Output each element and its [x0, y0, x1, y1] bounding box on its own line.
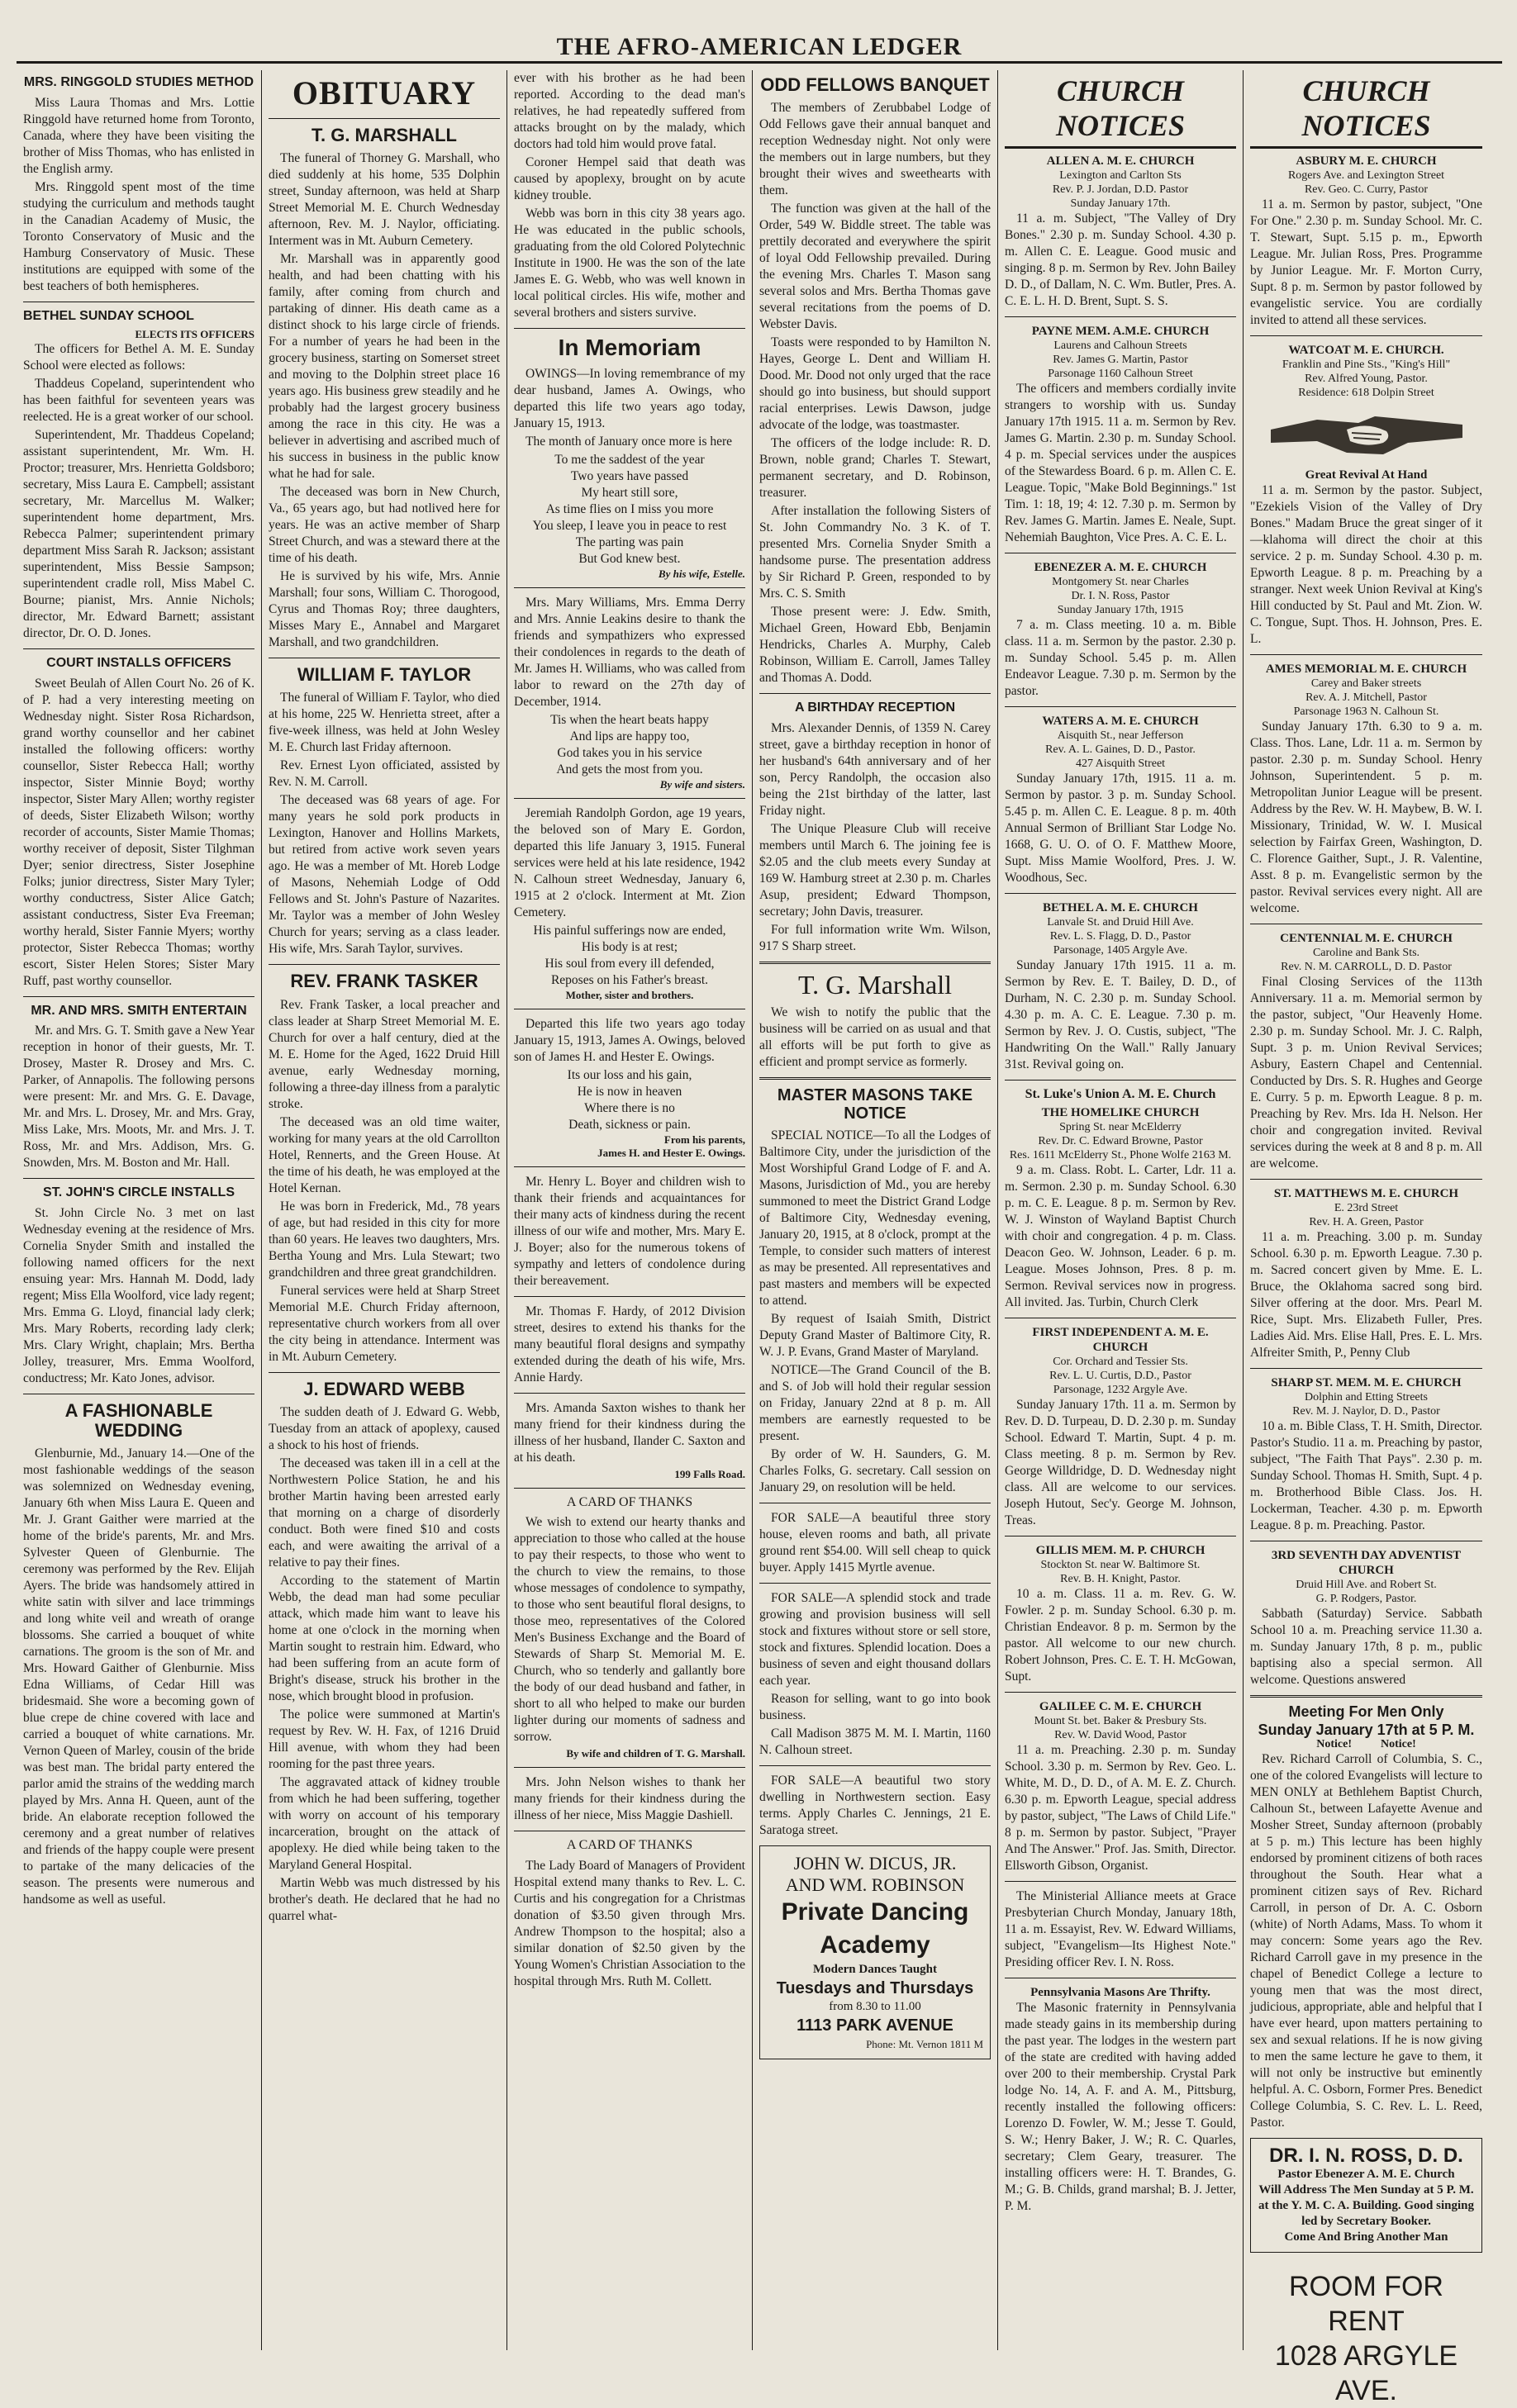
- church-title: THE HOMELIKE CHURCH: [1041, 1106, 1200, 1119]
- column-3: [507, 70, 753, 2350]
- headline-tasker: REV. FRANK TASKER: [290, 971, 478, 992]
- ad-line: Phone: Mt. Vernon 1811 M: [866, 2037, 983, 2050]
- church-title: Pennsylvania Masons Are Thrifty.: [1030, 1986, 1210, 1999]
- church-line: Rev. Alfred Young, Pastor.: [1305, 373, 1428, 385]
- ad-line: Tuesdays and Thursdays: [776, 1978, 974, 1997]
- poem-line: Where there is no: [584, 1100, 675, 1115]
- church-title: GILLIS MEM. M. P. CHURCH: [1035, 1544, 1206, 1557]
- divider: [759, 962, 991, 964]
- church-line: Parsonage 1963 N. Calhoun St.: [1293, 705, 1439, 718]
- divider: [269, 1372, 500, 1373]
- ad-line: JOHN W. DICUS, JR.: [793, 1852, 957, 1874]
- signature: 199 Falls Road.: [674, 1467, 745, 1480]
- church-line: Rev. B. H. Knight, Pastor.: [1060, 1573, 1181, 1585]
- church-title: AMES MEMORIAL M. E. CHURCH: [1265, 663, 1467, 676]
- church-line: Parsonage 1160 Calhoun Street: [1048, 368, 1193, 380]
- paragraph: Mr. Marshall was in apparently good health, and had been chatting with his family, after coming from church and partaking of dinner. His death came as a distinct shock to his large circle of friends. For a number of years he had been in the grocery business, starting on Somerset street and moving to the Dolphin street place 16 years ago. His business grew steadily and he probably had the largest grocery business among the race in this city. He was a believer in advertising and ascribed much of his success in business in the public know what he had for sale.: [269, 252, 500, 482]
- headline-card-of-thanks: A CARD OF THANKS: [566, 1494, 693, 1509]
- paragraph: Mrs. Amanda Saxton wishes to thank her many friend for their kindness during the illness of her husband, Ilander C. Saxton and at his death.: [514, 1400, 745, 1465]
- church-line: Stockton St. near W. Baltimore St.: [1040, 1559, 1201, 1571]
- divider: [1250, 1695, 1482, 1698]
- headline-taylor: WILLIAM F. TAYLOR: [297, 664, 472, 686]
- divider: [1005, 706, 1236, 707]
- paragraph: The deceased was born in New Church, Va., 65 years ago, but had notlived here for years. He was an active member of Sharp Street Church, and was a steward there at the time of his death.: [269, 485, 500, 566]
- church-line: Caroline and Bank Sts.: [1312, 947, 1420, 959]
- church-body: Final Closing Services of the 113th Anniversary. 11 a. m. Memorial sermon by the pastor, subject, "Our Heavenly Home. 2.30 p. m. Sunday School. Mr. J. C. Ralph, Supt. 3 p. m. Union Revival Services; Asbury, Eastern Chapel and Centennial. Conducted by Drs. S. R. Hughes and George E. Curry. 5 p. m. Epworth League. 8 p. m. Preaching by Rev. Mrs. Ida H. Nelson. Her choir and congregation invited. Revival services during the week at 8 and 8 p. m. All are welcome.: [1250, 975, 1482, 1171]
- church-line: Carey and Baker streets: [1310, 677, 1422, 690]
- ad-line: Private Dancing Academy: [781, 1897, 969, 1959]
- paragraph: Toasts were responded to by Hamilton N. Hayes, George L. Dent and William H. Dood. Mr. Dood not only urged that the race should go into business, but should support racial enterprises. Lewis Dawson, judge advocate of the lodge, was toastmaster.: [759, 335, 991, 433]
- ad-line: AND WM. ROBINSON: [785, 1874, 965, 1895]
- church-line: Montgomery St. near Charles: [1052, 576, 1189, 588]
- church-line: Rev. L. S. Flagg, D. D., Pastor: [1049, 930, 1191, 943]
- room-for-rent-ad: [1250, 2269, 1482, 2408]
- divider: [514, 1393, 745, 1394]
- divider: [269, 118, 500, 119]
- church-body: 7 a. m. Class meeting. 10 a. m. Bible class. 11 a. m. Sermon by the pastor. 2.30 p. m. Sunday School. 5.45 p. m. Allen Endeavor League. 7.30 p. m. Sermon by the pastor.: [1005, 618, 1236, 698]
- church-title: SHARP ST. MEM. M. E. CHURCH: [1271, 1376, 1462, 1389]
- poem-line: Its our loss and his gain,: [567, 1067, 692, 1082]
- headline-tg-marshall-notice: T. G. Marshall: [797, 969, 953, 1000]
- headline-ringgold: MRS. RINGGOLD STUDIES METHOD: [23, 75, 254, 89]
- paragraph: Webb was born in this city 38 years ago. He was educated in the public schools, graduating from the old Colored Polytechnic Institute in 1900. He was the son of the late James E. G. Webb, who was well known in local political circles. His wife, mother and several brothers and sisters survive.: [514, 207, 745, 320]
- divider: [514, 587, 745, 588]
- signature: James H. and Hester E. Owings.: [597, 1146, 745, 1159]
- church-line: Rev. L. U. Curtis, D.D., Pastor: [1049, 1370, 1191, 1382]
- church-line: Dr. I. N. Ross, Pastor: [1071, 590, 1170, 602]
- church-line: Notice! Notice!: [1316, 1738, 1416, 1750]
- paragraph: Those present were: J. Edw. Smith, Michael Green, Howard Ebb, Benjamin Hendricks, Charles A. Murphy, Caleb Robinson, William E. Carroll, James Talley and Thomas A. Dodd.: [759, 605, 991, 686]
- poem: [514, 712, 745, 778]
- paragraph: Mrs. Mary Williams, Mrs. Emma Derry and Mrs. Annie Leakins desire to thank the friends and sympathizers who expressed their condolences in regards to the death of Mr. James H. Williams, who was called from labor to reward on the 27th day of December, 1914.: [514, 595, 745, 709]
- headline-odd-fellows: ODD FELLOWS BANQUET: [760, 74, 990, 95]
- divider: [759, 1583, 991, 1584]
- ad-line: Pastor Ebenezer A. M. E. Church: [1277, 2168, 1455, 2181]
- paragraph: The funeral of William F. Taylor, who died at his home, 225 W. Henrietta street, after a five-week illness, was held at John Wesley M. E. Church last Friday afternoon.: [269, 691, 500, 755]
- column-2: [262, 70, 507, 2350]
- divider: [514, 1488, 745, 1489]
- church-line: Franklin and Pine Sts., "King's Hill": [1282, 359, 1451, 371]
- paragraph: ever with his brother as he had been reported. According to the dead man's relatives, he had repeatedly suffered from attacks brought on by the malady, which doctors had told him would prove fatal.: [514, 71, 745, 151]
- church-body: The officers and members cordially invite strangers to worship with us. Sunday January 17th 1915. 11 a. m. Sermon by Rev. James G. Martin. 2.30 p. m. Sunday School. 4 p. m. Special services under the auspices of the Stewardess Board. 6 p. m. Allen C. E. League. Topic, "Make Bold Beginnings." 1st Tim. 1: 18, 19; 4: 12. 7.30 p. m. Sermon by Rev. James G. Martin. James E. Neale, Supt. Nehemiah Baughton, Vice Pres. A. C. E. L.: [1005, 382, 1236, 544]
- divider: [1005, 316, 1236, 317]
- ad-line: ROOM FOR RENT: [1289, 2271, 1443, 2337]
- church-title: EBENEZER A. M. E. CHURCH: [1034, 561, 1207, 574]
- church-line: Spring St. near McElderry: [1059, 1121, 1182, 1133]
- classified-ad: FOR SALE—A beautiful three story house, eleven rooms and bath, all private ground rent $54.00. Will sell cheap to quick buyer. Apply 1415 Myrtle avenue.: [759, 1510, 991, 1574]
- divider: [1250, 335, 1482, 336]
- paragraph: He is survived by his wife, Mrs. Annie Marshall; four sons, William C. Thorogood, Cyrus and Thomas Roy; three daughters, Misses Mary E., Annabel and Margaret Marshall, and two grandchildren.: [269, 569, 500, 650]
- church-title: BETHEL A. M. E. CHURCH: [1043, 901, 1198, 914]
- paragraph: St. John Circle No. 3 met on last Wednesday evening at the residence of Mrs. Cornelia Snyder Smith and installed the following named officers for the next ensuing year: Mrs. Hannah M. Dodd, lady regent; Miss Ella Woolford, vice lady regent; Mrs. Emma G. Lloyd, financial lady clerk; Mrs. Mary Roberts, recording lady clerk; Mrs. Clary Wright, chaplain; Mrs. Bertha Jolley, treasurer, Mrs. Emma Woolford, conductress; Mr. Kato Jones, advisor.: [23, 1205, 254, 1385]
- paragraph: Martin Webb was much distressed by his brother's death. He declared that he had no quarrel what-: [269, 1875, 500, 1923]
- paragraph: He was born in Frederick, Md., 78 years of age, but had resided in this city for more than 60 years. He leaves two daughters, Mrs. Bertha Young and Mrs. Lula Stewart; two grandchildren and three great grandchildren.: [269, 1199, 500, 1280]
- paragraph: Mrs. John Nelson wishes to thank her many friends for their kindness during the illness of her niece, Miss Maggie Dashiell.: [514, 1775, 745, 1823]
- poem-line: God takes you in his service: [557, 745, 702, 760]
- divider: [269, 964, 500, 965]
- church-line: Cor. Orchard and Tessier Sts.: [1053, 1356, 1188, 1368]
- poem-line: And gets the most from you.: [556, 762, 703, 777]
- church-line: Parsonage, 1405 Argyle Ave.: [1053, 944, 1188, 957]
- church-line: Rogers Ave. and Lexington Street: [1287, 169, 1445, 182]
- poem-line: His body is at rest;: [581, 939, 678, 954]
- headline-obituary: OBITUARY: [292, 74, 477, 112]
- church-body: 11 a. m. Subject, "The Valley of Dry Bones." 2.30 p. m. Sunday School. 4.30 p. m. Allen C. E. League. Good music and singing. 8 p. m. Sermon by Rev. John Bailey D. D., of Dallam, N. C. Wm. Butler, Pres. A. C. E. L. H. D. Brent, Supt. S. S.: [1005, 211, 1236, 308]
- church-title: St. Luke's Union A. M. E. Church: [1025, 1087, 1216, 1101]
- divider: [759, 1765, 991, 1766]
- headline-st-johns: ST. JOHN'S CIRCLE INSTALLS: [43, 1185, 235, 1200]
- church-title: Meeting For Men Only: [1288, 1703, 1444, 1720]
- poem-line: His soul from every ill defended,: [545, 956, 715, 971]
- ad-line: 1113 PARK AVENUE: [797, 2016, 953, 2035]
- church-line: Mount St. bet. Baker & Presbury Sts.: [1034, 1715, 1207, 1727]
- divider: [1005, 1881, 1236, 1882]
- paragraph: The aggravated attack of kidney trouble from which he had been suffering, together with worry on account of his temporary incarceration, brought on the attack of apoplexy. He died while being taken to the Maryland General Hospital.: [269, 1774, 500, 1872]
- church-title: Great Revival At Hand: [1305, 468, 1428, 482]
- divider: [514, 1296, 745, 1297]
- church-line: Sunday January 17th.: [1070, 197, 1171, 210]
- church-body: Sunday January 17th. 6.30 to 9 a. m. Class. Thos. Lane, Ldr. 11 a. m. Sermon by pastor. 2.30 p. m. Sunday School. Henry Johnson, Superintendent. 5 p. m. Metropolitan Junior League will be present. Address by the Rev. W. H. Maybew, B. W. I. Missionary, Trinidad, W. W. I. Musical selection by Fairfax Green, Washington, D. C. Florence Gaither, Supt., J. R. Valentine, Asst. 8 p. m. Evangelistic sermon by the pastor. Revival services every night. All are welcome.: [1250, 720, 1482, 915]
- church-line: Aisquith St., near Jefferson: [1057, 729, 1184, 742]
- paragraph: The deceased was an old time waiter, working for many years at the old Carrollton Hotel, Rennerts, and the Green House. At the time of his death, he was employed at the Hotel Kernan.: [269, 1114, 500, 1195]
- classified-ad: FOR SALE—A splendid stock and trade growing and provision business will sell stock and fixtures without store or sell store, stock and fixtures. Splendid location. Does a business of seven and eight thousand dollars each year.: [759, 1590, 991, 1688]
- headline-birthday: A BIRTHDAY RECEPTION: [794, 701, 956, 715]
- poem-line: Tis when the heart beats happy: [550, 712, 709, 727]
- church-line: Rev. W. David Wood, Pastor: [1054, 1729, 1186, 1741]
- paragraph: We wish to notify the public that the business will be carried on as usual and that all efforts will be put forth to give as efficient and prompt service as formerly.: [759, 1005, 991, 1069]
- church-line: Lanvale St. and Druid Hill Ave.: [1047, 916, 1194, 929]
- signature: By wife and children of T. G. Marshall.: [566, 1747, 745, 1760]
- church-line: Rev. A. J. Mitchell, Pastor: [1305, 691, 1427, 704]
- church-body: 11 a. m. Sermon by pastor, subject, "One For One." 2.30 p. m. Sunday School. Mr. C. T. Stewart, Supt. 5.15 p. m., Epworth League. Mr. Julian Ross, Pres. Programme by Junior League. Mr. F. Morton Curry, Supt. 8 p. m. Sermon by pastor followed by evangelistic service. You are cordially invited to attend all these services.: [1250, 197, 1482, 327]
- paragraph: The function was given at the hall of the Order, 549 W. Biddle street. The table was prettily decorated and everywhere the spirit of loyal Odd Fellowship prevailed. During the evening Mrs. Charles T. Mason sang several solos and Mrs. Bertha Thomas gave several recitations from the poems of D. Webster Davis.: [759, 202, 991, 332]
- church-body: Sunday January 17th, 1915. 11 a. m. Sermon by pastor. 3 p. m. Sunday School. 5.45 p. m. Allen C. E. League. 8 p. m. 40th Annual Sermon of Brilliant Star Lodge No. 1668, G. U. O. of O. F. Matthew Moore, Supt. Miss Mamie Woolford, Pres. J. W. Woodhous, Sec.: [1005, 772, 1236, 885]
- column-1: [17, 70, 262, 2350]
- church-line: Rev. Geo. C. Curry, Pastor: [1304, 183, 1429, 196]
- poem-line: You sleep, I leave you in peace to rest: [532, 518, 727, 533]
- church-body: The Masonic fraternity in Pennsylvania made steady gains in its membership during the past year. The lodges in the western part of the state are credited with having added over 200 to their membership. Crystal Park lodge No. 14, A. F. and A. M., Pittsburg, recently installed the following officers: Lorenzo D. Fowler, W. M.; Jesse T. Gould, S. W.; Henry Baker, J. W.; R. C. Quarles, secretary; Clem Geary, treasurer. The installing officers were: H. T. Brandes, G. M.; G. B. Childs, grand marshal; B. J. Jetter, P. M.: [1005, 2001, 1236, 2213]
- signature: By his wife, Estelle.: [658, 567, 745, 580]
- church-body: 11 a. m. Preaching. 2.30 p. m. Sunday School. 3.30 p. m. Sermon by Rev. Geo. L. White, M. D., D. D., of A. M. E. Z. Church. 6.30 p. m. Epworth League, special address by pastor, subject, "The Laws of Child Life." 8 p. m. Sermon by pastor. Subject, "Prayer And The Answer." Prof. Jas. Smith, Director. Ellsworth Gibson, Organist.: [1005, 1743, 1236, 1873]
- divider: [514, 328, 745, 329]
- classified-ad: FOR SALE—A beautiful two story dwelling in Northwestern section. Easy terms. Apply Charles C. Jennings, 21 E. Saratoga street.: [759, 1773, 991, 1837]
- church-title: WATCOAT M. E. CHURCH.: [1288, 344, 1444, 357]
- church-title: FIRST INDEPENDENT A. M. E. CHURCH: [1032, 1326, 1209, 1354]
- paragraph: Departed this life two years ago today January 15, 1913, James A. Owings, beloved son of James H. and Hester E. Owings.: [514, 1016, 745, 1064]
- signature: From his parents,: [663, 1133, 745, 1146]
- ad-line: Will Address The Men Sunday at 5 P. M. at the Y. M. C. A. Building. Good singing led by Secretary Booker.: [1258, 2183, 1475, 2228]
- church-title: 3RD SEVENTH DAY ADVENTIST CHURCH: [1271, 1549, 1462, 1577]
- church-body: Sabbath (Saturday) Service. Sabbath School 10 a. m. Preaching service 11.30 a. m. Sunday January 17th, 8 p. m., public baptising also a special sermon. All welcome. Questions answered: [1250, 1607, 1482, 1687]
- divider: [1005, 893, 1236, 894]
- church-line: Dolphin and Etting Streets: [1305, 1391, 1428, 1403]
- divider: [759, 1077, 991, 1080]
- paragraph: The deceased was taken ill in a cell at the Northwestern Police Station, he and his brother Martin having been arrested early that morning on a charge of disorderly conduct. Both were fined $10 and costs each, and were awaiting the arrival of a relative to pay their fines.: [269, 1456, 500, 1570]
- paragraph: Sweet Beulah of Allen Court No. 26 of K. of P. had a very interesting meeting on Wednesday night. Sister Rosa Richardson, grand worthy counsellor and her cabinet installed the following officers: worthy counsellor, Sister Rebecca Hall; worthy inspector, Sister Minnie Boyd; worthy inspector, Sister Mary Allen; worthy register of deeds, Sister Elizabeth Wilson; worthy recorder of accounts, Sister Mamie Thomas; worthy receiver of deposit, Sister Tilghman Dyer; senior directress, Sister Josephine Folks; junior directress, Sister Mary Tyler; worthy conductress, Sister Alice Gatch; assistant conductress, Sister Eva Freeman; worthy herald, Sister Fannie Myers; worthy protector, Sister Rebecca Thomas; worthy escort, Sister Helen Stores; Sister Mary Ruff, past worthy counsellor.: [23, 676, 254, 988]
- church-line: Rev. Dr. C. Edward Browne, Pastor: [1038, 1135, 1203, 1147]
- divider: [514, 1166, 745, 1167]
- church-line: Rev. P. J. Jordan, D.D. Pastor: [1052, 183, 1189, 196]
- paragraph: Funeral services were held at Sharp Street Memorial M.E. Church Friday afternoon, representative church workers from all over the city being in attendance. Interment was in Mt. Auburn Cemetery.: [269, 1283, 500, 1364]
- paragraph: Miss Laura Thomas and Mrs. Lottie Ringgold have returned home from Toronto, Canada, where they have been visiting the brother of Miss Thomas, who has enlisted in the English army.: [23, 95, 254, 176]
- church-notices-header: CHURCH NOTICES: [1250, 74, 1482, 149]
- headline-bethel: BETHEL SUNDAY SCHOOL: [23, 308, 194, 323]
- ad-line: 1028 ARGYLE AVE.: [1274, 2340, 1458, 2406]
- poem-line: But God knew best.: [578, 551, 681, 566]
- church-line: G. P. Rodgers, Pastor.: [1315, 1593, 1417, 1605]
- paragraph: Glenburnie, Md., January 14.—One of the most fashionable weddings of the season was solemnized on Wednesday evening, January 6th when Miss Laura E. Queen and Mr. J. Grant Gaither were married at the home of the bride's parents, Mr. and Mrs. Sylvester Queen of Glenburnie. The ceremony was performed by the Rev. Elijah Ayers. The bride was handsomely attired in white satin with silver and lace trimmings and long white veil and wreath of orange blossoms. She carried a bouquet of white carnations. The groom is the son of Mr. and Mrs. Howard Gaither of Glenburnie. Miss Edna Williams, of Cedar Hill was bridesmaid. She wore a becoming gown of blue crepe de chine covered with lace and carried a bouquet of white carnations. Mr. Vernon Queen of Marley, cousin of the bride was best man. The bridal party entered the parlor amid the strains of the wedding march played by Mrs. Anna H. Queen, aunt of the bride. An elaborate reception followed the ceremony and a great number of relatives and friends of the happy couple were present to partake of the many delicacies of the season. The presents were numerous and handsome as well as useful.: [23, 1446, 254, 1907]
- paragraph: The month of January once more is here: [525, 434, 733, 449]
- paragraph: Superintendent, Mr. Thaddeus Copeland; assistant superintendent, Mr. Wm. H. Proctor; treasurer, Mrs. Henrietta Goldsboro; secretary, Miss Laura E. Campbell; assistant secretary, Mr. Marcellus M. Walker; superintendent home department, Mrs. Rebecca Palmer; superintendent primary department Miss Sarah R. Jackson; assistant superintendent, Miss Bessie Sampson; superintendent cradle roll, Miss Mabel C. Bourne; pianist, Mrs. Annie Nichols; director, Mr. Edward Barnett; assistant director, Dr. O. D. Jones.: [23, 428, 254, 641]
- paragraph: We wish to extend our hearty thanks and appreciation to those who called at the house to pay their respects, to those who went to the church to view the remains, to those whose messages of condolence to sympathy, to those who sent beautiful floral designs, to those meo, representatives of the Colored Men's Business Exchange and the Board of Stewards of Sharp St. Memorial M. E. Church, who so tenderly and gallantly bore the body of our dead husband and father, in short to all who helped to make our burden lighter during our moments of sadness and sorrow.: [514, 1515, 745, 1745]
- column-5: [998, 70, 1244, 2350]
- headline-master-masons: MASTER MASONS TAKE NOTICE: [777, 1085, 973, 1123]
- divider: [1005, 1080, 1236, 1081]
- headline-card-of-thanks: A CARD OF THANKS: [566, 1838, 693, 1853]
- handshake-icon: [1267, 405, 1466, 463]
- paragraph: After installation the following Sisters of St. John Commandry No. 3 K. of T. presented Mrs. Cornelia Snyder Smith a handsome purse. The presentation address by Sir Richard P. Green, responded to by Mrs. C. S. Smith: [759, 504, 991, 601]
- headline-smith: MR. AND MRS. SMITH ENTERTAIN: [31, 1003, 247, 1018]
- divider: [1005, 1692, 1236, 1693]
- poem-line: The parting was pain: [575, 534, 684, 549]
- divider: [759, 693, 991, 694]
- headline-webb: J. EDWARD WEBB: [303, 1378, 465, 1399]
- paragraph: Jeremiah Randolph Gordon, age 19 years, the beloved son of Mary E. Gordon, departed this life January 3, 1915. Funeral services were held at his late residence, 1942 N. Calhoun street Wednesday, January 6, 1915 at 2 o'clock. Interment at Mt. Zion Cemetery.: [514, 805, 745, 919]
- columns: [17, 70, 1502, 2406]
- church-notices-header: CHURCH NOTICES: [1005, 74, 1236, 149]
- divider: [23, 996, 254, 997]
- column-4: [753, 70, 998, 2350]
- paragraph: Mrs. Alexander Dennis, of 1359 N. Carey street, gave a birthday reception in honor of her husband's 64th anniversary and of her son, Percy Randolph, the occasion also being the 21st birthday of the latter, last Friday night.: [759, 720, 991, 818]
- church-line: Residence: 618 Dolpin Street: [1298, 387, 1434, 399]
- church-body: 11 a. m. Sermon by the pastor. Subject, "Ezekiels Vision of the Valley of Dry Bones." Madam Bruce the great singer of it—klahoma will direct the choir at this service. 2 p. m. Sunday School. 4.30 p. m. Epworth League. 8 p. m. Preaching by a stranger. Next week Union Revival at King's Hill conducted by St. Paul and Mt. Zion. W. C. Tongue, Supt. Thos. H. Johnson, Pres. E. L.: [1250, 483, 1482, 646]
- church-line: E. 23rd Street: [1334, 1202, 1399, 1214]
- church-title: ALLEN A. M. E. CHURCH: [1046, 154, 1195, 168]
- paragraph: Mr. Thomas F. Hardy, of 2012 Division street, desires to extend his thanks for the many beautiful floral designs and sympathy extended during the death of his wife, Mrs. Annie Hardy.: [514, 1304, 745, 1384]
- paragraph: Rev. Frank Tasker, a local preacher and class leader at Sharp Street Memorial M. E. Church for over a half century, died at the M. E. Home for the Aged, 1622 Druid Hill avenue, early Wednesday morning, following a three-day illness from a paralytic stroke.: [269, 997, 500, 1111]
- paragraph: The members of Zerubbabel Lodge of Odd Fellows gave their annual banquet and reception Wednesday night. Not only were the members out in large numbers, but they brought their wives and sweethearts with them.: [759, 101, 991, 198]
- poem-line: Two years have passed: [570, 468, 689, 483]
- signature: Mother, sister and brothers.: [565, 988, 694, 1001]
- paragraph: Mr. Henry L. Boyer and children wish to thank their friends and acquaintances for their many acts of kindness during the recent illness of our wife and mother, Mrs. Mary E. J. Boyer; also for the numerous tokens of sympathy and letters of condolence during their bereavement.: [514, 1174, 745, 1288]
- church-body: 11 a. m. Preaching. 3.00 p. m. Sunday School. 6.30 p. m. Epworth League. 7.30 p. m. Sacred concert given by Mme. E. L. Bruce, the Oklahoma sacred song bird. Silver offering at the door. Mrs. Pearl M. Rice, Supt. Mrs. Elizabeth Fuller, Pres. Ladies Aid. Mrs. Elise Hall, Pres. E. L. Mrs. Alfreiter Smith, P., Penny Club: [1250, 1230, 1482, 1360]
- paragraph: For full information write Wm. Wilson, 917 S Sharp street.: [759, 922, 991, 953]
- paragraph: Thaddeus Copeland, superintendent who has been faithful for seventeen years was reelected. He is a great worker of our school.: [23, 377, 254, 425]
- ross-ad: [1250, 2138, 1482, 2253]
- headline-marshall: T. G. MARSHALL: [311, 125, 457, 145]
- paragraph: By request of Isaiah Smith, District Deputy Grand Master of Baltimore City, R. W. J. P. Evans, Grand Master of Maryland.: [759, 1311, 991, 1359]
- poem: [514, 452, 745, 568]
- headline-wedding: A FASHIONABLE WEDDING: [64, 1399, 213, 1441]
- divider: [23, 1178, 254, 1179]
- church-body: 10 a. m. Bible Class, T. H. Smith, Director. Pastor's Studio. 11 a. m. Preaching by pastor, subject, "The Faith That Pays". 2.30 p. m. Sunday School. Thomas H. Smith, Supt. 4 p. m. Brotherhood Bible Class. Jos. H. Lockerman, Teacher. 4.30 p. m. Epworth League. 8 p. m. Preaching. Pastor.: [1250, 1419, 1482, 1532]
- paragraph: The officers of the lodge include: R. D. Brown, noble grand; Charles T. Stewart, permanent secretary, and D. Robinson, treasurer.: [759, 436, 991, 501]
- church-title: CENTENNIAL M. E. CHURCH: [1280, 932, 1453, 945]
- paragraph: The officers for Bethel A. M. E. Sunday School were elected as follows:: [23, 342, 254, 373]
- church-title: PAYNE MEM. A.M.E. CHURCH: [1031, 325, 1210, 338]
- church-line: Res. 1611 McElderry St., Phone Wolfe 2163 M.: [1009, 1149, 1232, 1161]
- dancing-academy-ad: [759, 1845, 991, 2059]
- ad-line: DR. I. N. ROSS, D. D.: [1269, 2144, 1463, 2167]
- church-line: Parsonage, 1232 Argyle Ave.: [1053, 1384, 1188, 1396]
- church-line: 427 Aisquith Street: [1075, 758, 1166, 770]
- church-body: 10 a. m. Class. 11 a. m. Rev. G. W. Fowler. 2 p. m. Sunday School. 6.30 p. m. Christian Endeavor. 8 p. m. Sermon by the pastor. All welcome to our new church. Robert Johnson, Pres. C. E. T. H. McGowan, Supt.: [1005, 1587, 1236, 1684]
- ad-line: Modern Dances Taught: [812, 1962, 938, 1976]
- masthead: THE AFRO-AMERICAN LEDGER: [17, 33, 1502, 64]
- church-line: Rev. N. M. CARROLL, D. D. Pastor: [1281, 961, 1452, 973]
- church-line: Rev. H. A. Green, Pastor: [1309, 1216, 1424, 1228]
- paragraph: The Unique Pleasure Club will receive members until March 6. The joining fee is $2.05 and the club meets every Sunday at 169 W. Hamburg street at 2.30 p. m. Charles Asup, president; Edward Thompson, secretary; John Davis, treasurer.: [759, 821, 991, 919]
- poem-line: And lips are happy too,: [569, 729, 690, 743]
- paragraph: According to the statement of Martin Webb, the dead man had some peculiar attack, which made him want to leave his home at one o'clock in the morning when Martin sought to restrain him. Edward, who had been suffering from an acute form of Bright's disease, struck his brother in the nose, which brought blood in profusion.: [269, 1573, 500, 1703]
- paragraph: The deceased was 68 years of age. For many years he sold pork products in Lexington, Hanover and Hollins Markets, but retired from active work seven years ago. He was a member of Mt. Horeb Lodge of Masons, Nehemiah Lodge of Odd Fellows and St. John's Pasture of Nazarites. Mr. Taylor was a member of John Wesley Church for years; serving as a class leader. His wife, Mrs. Sarah Taylor, survives.: [269, 793, 500, 957]
- paragraph: Coroner Hempel said that death was caused by apoplexy, brought on by acute kidney trouble.: [514, 155, 745, 202]
- headline-in-memoriam: In Memoriam: [558, 335, 701, 360]
- divider: [514, 1767, 745, 1768]
- poem-line: His painful sufferings now are ended,: [533, 923, 726, 938]
- church-line: Druid Hill Ave. and Robert St.: [1296, 1579, 1437, 1591]
- paragraph: SPECIAL NOTICE—To all the Lodges of Baltimore City, under the jurisdiction of the Most Worshipful Grand Lodge of F. and A. Masons, Jurisdiction of Md., you are hereby summoned to meet the District Grand Lodge of Baltimore City, Wednesday evening, January 20, 1915, at 8 o'clock, prompt at the Temple, to consider such matters of interest as may be presented. All representatives and past masters and members will be expected to attend.: [759, 1128, 991, 1308]
- subheadline-bethel: ELECTS ITS OFFICERS: [135, 328, 254, 341]
- paragraph: Mr. and Mrs. G. T. Smith gave a New Year reception in honor of their guests, Mr. T. Drosey, Master R. Drosey and Mrs. C. Parker, of Annapolis. The following persons were present: Mr. and Mrs. G. E. Davage, Mr. and Mrs. L. Drosey, Mr. and Mrs. Gray, Miss Lake, Mrs. Moots, Mr. and Mrs. J. T. Ross, Mr. and Mrs. Addison, Mrs. G. Snowden, Mrs. M. Boston and Mr. Hall.: [23, 1024, 254, 1171]
- paragraph: By order of W. H. Saunders, G. M. Charles Folks, G. secretary. Call session on January 29, on resolution will be held.: [759, 1446, 991, 1494]
- church-line: Rev. James G. Martin, Pastor: [1053, 354, 1188, 366]
- church-title: ST. MATTHEWS M. E. CHURCH: [1273, 1187, 1459, 1200]
- church-body: 9 a. m. Class. Robt. L. Carter, Ldr. 11 a. m. Sermon. 2.30 p. m. Sunday School. 6.30 p. m. C. E. League. 8 p. m. Sermon by Rev. W. J. Winston of Wayland Baptist Church with choir and congregation. 4 p. m. Class. Deacon Geo. W. Johnson, Leader. 6 p. m. League. Moses Johnson, Pres. 8 p. m. Sermon. Revival services now in progress. All invited. Jas. Turbin, Church Clerk: [1005, 1163, 1236, 1309]
- poem: [514, 923, 745, 989]
- church-title: GALILEE C. M. E. CHURCH: [1039, 1700, 1202, 1713]
- church-title: Sunday January 17th at 5 P. M.: [1258, 1722, 1475, 1738]
- divider: [23, 648, 254, 649]
- church-body: Sunday January 17th. 11 a. m. Sermon by Rev. D. D. Turpeau, D. D. 2.30 p. m. Sunday School. Edward T. Martin, Supt. 4 p. m. Class meeting. 8 p. m. Sermon by Rev. George Willdridge, D. D. Wednesday night class. All are welcome to our services. Joseph Hutout, Sec'y. George M. Johnson, Treas.: [1005, 1398, 1236, 1527]
- divider: [1250, 654, 1482, 655]
- church-line: Rev. M. J. Naylor, D. D., Pastor: [1292, 1405, 1440, 1418]
- poem-line: Death, sickness or pain.: [568, 1117, 691, 1132]
- paragraph: NOTICE—The Grand Council of the B. and S. of Job will hold their regular session on Friday, January 22nd at 8 p. m. All members are earnestly requested to be present.: [759, 1362, 991, 1443]
- paragraph: The funeral of Thorney G. Marshall, who died suddenly at his home, 535 Dolphin street, Sunday afternoon, was held at Sharp Street Memorial M. E. Church Wednesday afternoon, Rev. M. J. Naylor, officiating. Interment was in Mt. Auburn Cemetery.: [269, 151, 500, 249]
- poem-line: Reposes on his Father's breast.: [550, 972, 709, 987]
- paragraph: Rev. Ernest Lyon officiated, assisted by Rev. N. M. Carroll.: [269, 758, 500, 790]
- paragraph: The Lady Board of Managers of Provident Hospital extend many thanks to Rev. L. C. Curtis and his congregation for a Christmas donation of $3.50 given through Mrs. Andrew Thompson to the hospital; also a similar donation of $2.50 given by the Young Women's Christian Association to the hospital through Mrs. Ruth M. Collett.: [514, 1858, 745, 1988]
- paragraph: The sudden death of J. Edward G. Webb, Tuesday from an attack of apoplexy, caused a shock to his host of friends.: [269, 1404, 500, 1452]
- church-line: Laurens and Calhoun Streets: [1053, 340, 1187, 352]
- headline-court: COURT INSTALLS OFFICERS: [46, 656, 231, 671]
- church-line: Rev. A. L. Gaines, D. D., Pastor.: [1045, 743, 1196, 756]
- church-line: Sunday January 17th, 1915: [1057, 604, 1184, 616]
- poem-line: As time flies on I miss you more: [545, 501, 714, 516]
- paragraph: OWINGS—In loving remembrance of my dear husband, James A. Owings, who departed this life two years ago today, January 15, 1913.: [514, 366, 745, 430]
- poem-line: To me the saddest of the year: [554, 452, 705, 467]
- church-body: Rev. Richard Carroll of Columbia, S. C., one of the colored Evangelists will lecture to MEN ONLY at Bethlehem Baptist Church, Calhoun St., between Lafayette Avenue and Mosher Street, Sunday afternoon (probably at 5 p. m.) This lecture has been highly endorsed by prominent citizens of both races throughout the South. Hear what a prominent citizen says of Rev. Richard Carroll, in person of Dr. A. C. Osborn (white) of North Adams, Mass. To whom it may concern: Some years ago the Rev. Richard Carroll gave in my presence in the chapel of Benedict College a lecture to young men that was the most direct, judicious, appropriate, able and helpful that I have ever heard, upon matters pertaining to sex and sexual relations. If he is now giving to men the same lecture he gave to them, it will not only be instructive but eminently helpful. A. C. Osborn, Former Pres. Benedict College Columbia, S. C. Rev. L. L. Reed, Pastor.: [1250, 1752, 1482, 2130]
- classified-ad: Reason for selling, want to go into book business.: [759, 1691, 991, 1722]
- divider: [514, 798, 745, 799]
- church-line: Lexington and Carlton Sts: [1059, 169, 1182, 182]
- church-body: Sunday January 17th 1915. 11 a. m. Sermon by Rev. E. T. Bailey, D. D., of Durham, N. C. 2.30 p. m. Sunday School. 4.30 p. m. A. C. E. League. 7.30 p. m. Sermon by Rev. J. O. Custis, subject, "The Handwriting On the Wall." Rally January 31st. Revival going on.: [1005, 958, 1236, 1071]
- church-title: ASBURY M. E. CHURCH: [1296, 154, 1437, 168]
- classified-ad: Call Madison 3875 M. M. I. Martin, 1160 N. Calhoun street.: [759, 1726, 991, 1757]
- poem-line: He is now in heaven: [577, 1084, 682, 1099]
- divider: [1250, 1179, 1482, 1180]
- poem: [514, 1067, 745, 1133]
- divider: [1250, 1368, 1482, 1369]
- ad-line: Come And Bring Another Man: [1284, 2230, 1448, 2244]
- church-title: WATERS A. M. E. CHURCH: [1042, 715, 1199, 728]
- church-body: The Ministerial Alliance meets at Grace Presbyterian Church Monday, January 18th, 11 a. m. Essayist, Rev. W. Edward Williams, subject, "Evangelism—Its Highest Note." Presiding officer Rev. I. N. Ross.: [1005, 1889, 1236, 1969]
- paragraph: Mrs. Ringgold spent most of the time studying the curriculum and methods taught in the Canadian Academy of Music, the Toronto Conservatory of Music and the Hamburg Conservatory of Music. These institutions are equipped with some of the best teachers of both hemispheres.: [23, 179, 254, 293]
- poem-line: My heart still sore,: [581, 485, 678, 500]
- paragraph: The police were summoned at Martin's request by Rev. W. H. Fax, of 1216 Druid Hill avenue, with whom they had been rooming for the past three years.: [269, 1707, 500, 1771]
- signature: By wife and sisters.: [659, 777, 745, 791]
- column-6: [1244, 70, 1489, 2406]
- ad-line: from 8.30 to 11.00: [829, 1999, 921, 2013]
